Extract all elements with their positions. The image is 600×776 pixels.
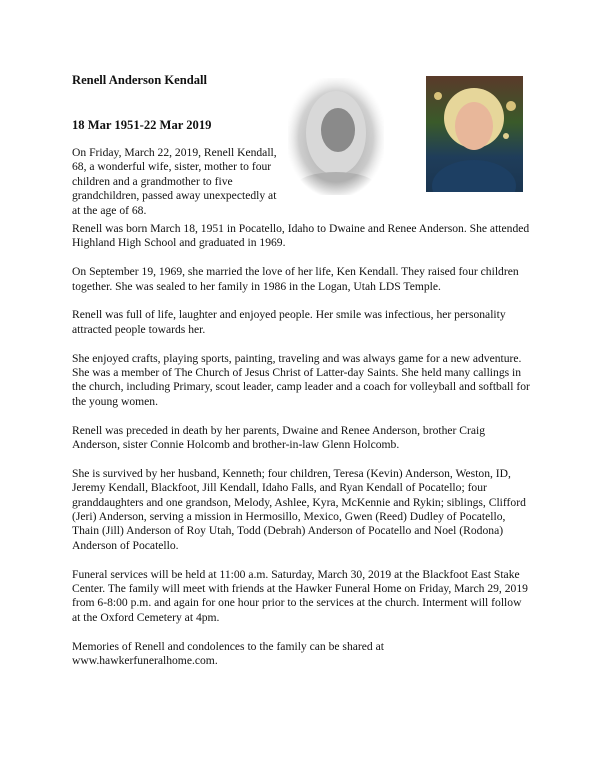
portrait-photo-recent [426,76,523,192]
paragraph-marriage: On September 19, 1969, she married the love of her life, Ken Kendall. They raised four children together. She was sealed to her family in 1986 in the Logan, Utah LDS Temple. [72,265,519,293]
paragraph-services: Funeral services will be held at 11:00 a.m. Saturday, March 30, 2019 at the Blackfoot East Stake Center. The family will meet with friends at the Hawker Funeral Home on Friday, March 29, 2019 from 6-8:00 p.m. and again for one hour prior to the services at the church. Interment will follow at the Oxford Cemetery at 4pm. [72,567,528,624]
paragraph-preceded: Renell was preceded in death by her parents, Dwaine and Renee Anderson, brother Craig Anderson, sister Connie Holcomb and brother-in-law Glenn Holcomb. [72,423,486,452]
obituary-body [72,222,532,683]
obituary-name: Renell Anderson Kendall [72,73,208,87]
paragraph-birth: Renell was born March 18, 1951 in Pocatello, Idaho to Dwaine and Renee Anderson. She attended Highland High School and graduated in 1969. [72,222,530,250]
paragraph-memories: Memories of Renell and condolences to the family can be shared at www.hawkerfuneralhome.com. [72,639,384,668]
paragraph-survived: She is survived by her husband, Kenneth; four children, Teresa (Kevin) Anderson, Weston, ID, Jeremy Kendall, Blackfoot, Jill Kendall, Idaho Falls, and Ryan Kendall of Pocatello; four granddaughters and one grandson, Melody, Ashlee, Kyra, McKennie and Rykin; siblings, Clifford (Jeri) Anderson, serving a mission in Hermosillo, Mexico, Gwen (Reed) Dudley of Pocatello, Thain (Jill) Anderson of Roy Utah, Todd (Debrah) Anderson of Pocatello and Noel (Rodona) Anderson of Pocatello. [72,466,526,552]
paragraph-personality: Renell was full of life, laughter and enjoyed people. Her smile was infectious, her personality attracted people towards her. [72,308,506,336]
portrait-photo-young [288,78,384,195]
obituary-intro: On Friday, March 22, 2019, Renell Kendall, 68, a wonderful wife, sister, mother to four children and a grandmother to five grandchildren, passed away unexpectedly at at the age of 68. [72,146,277,217]
obituary-dates: 18 Mar 1951-22 Mar 2019 [72,118,212,132]
paragraph-interests: She enjoyed crafts, playing sports, painting, traveling and was always game for a new adventure. She was a member of The Church of Jesus Christ of Latter-day Saints. She held many callings in the church, including Primary, scout leader, camp leader and a coach for volleyball and softball for the young women. [72,351,530,408]
